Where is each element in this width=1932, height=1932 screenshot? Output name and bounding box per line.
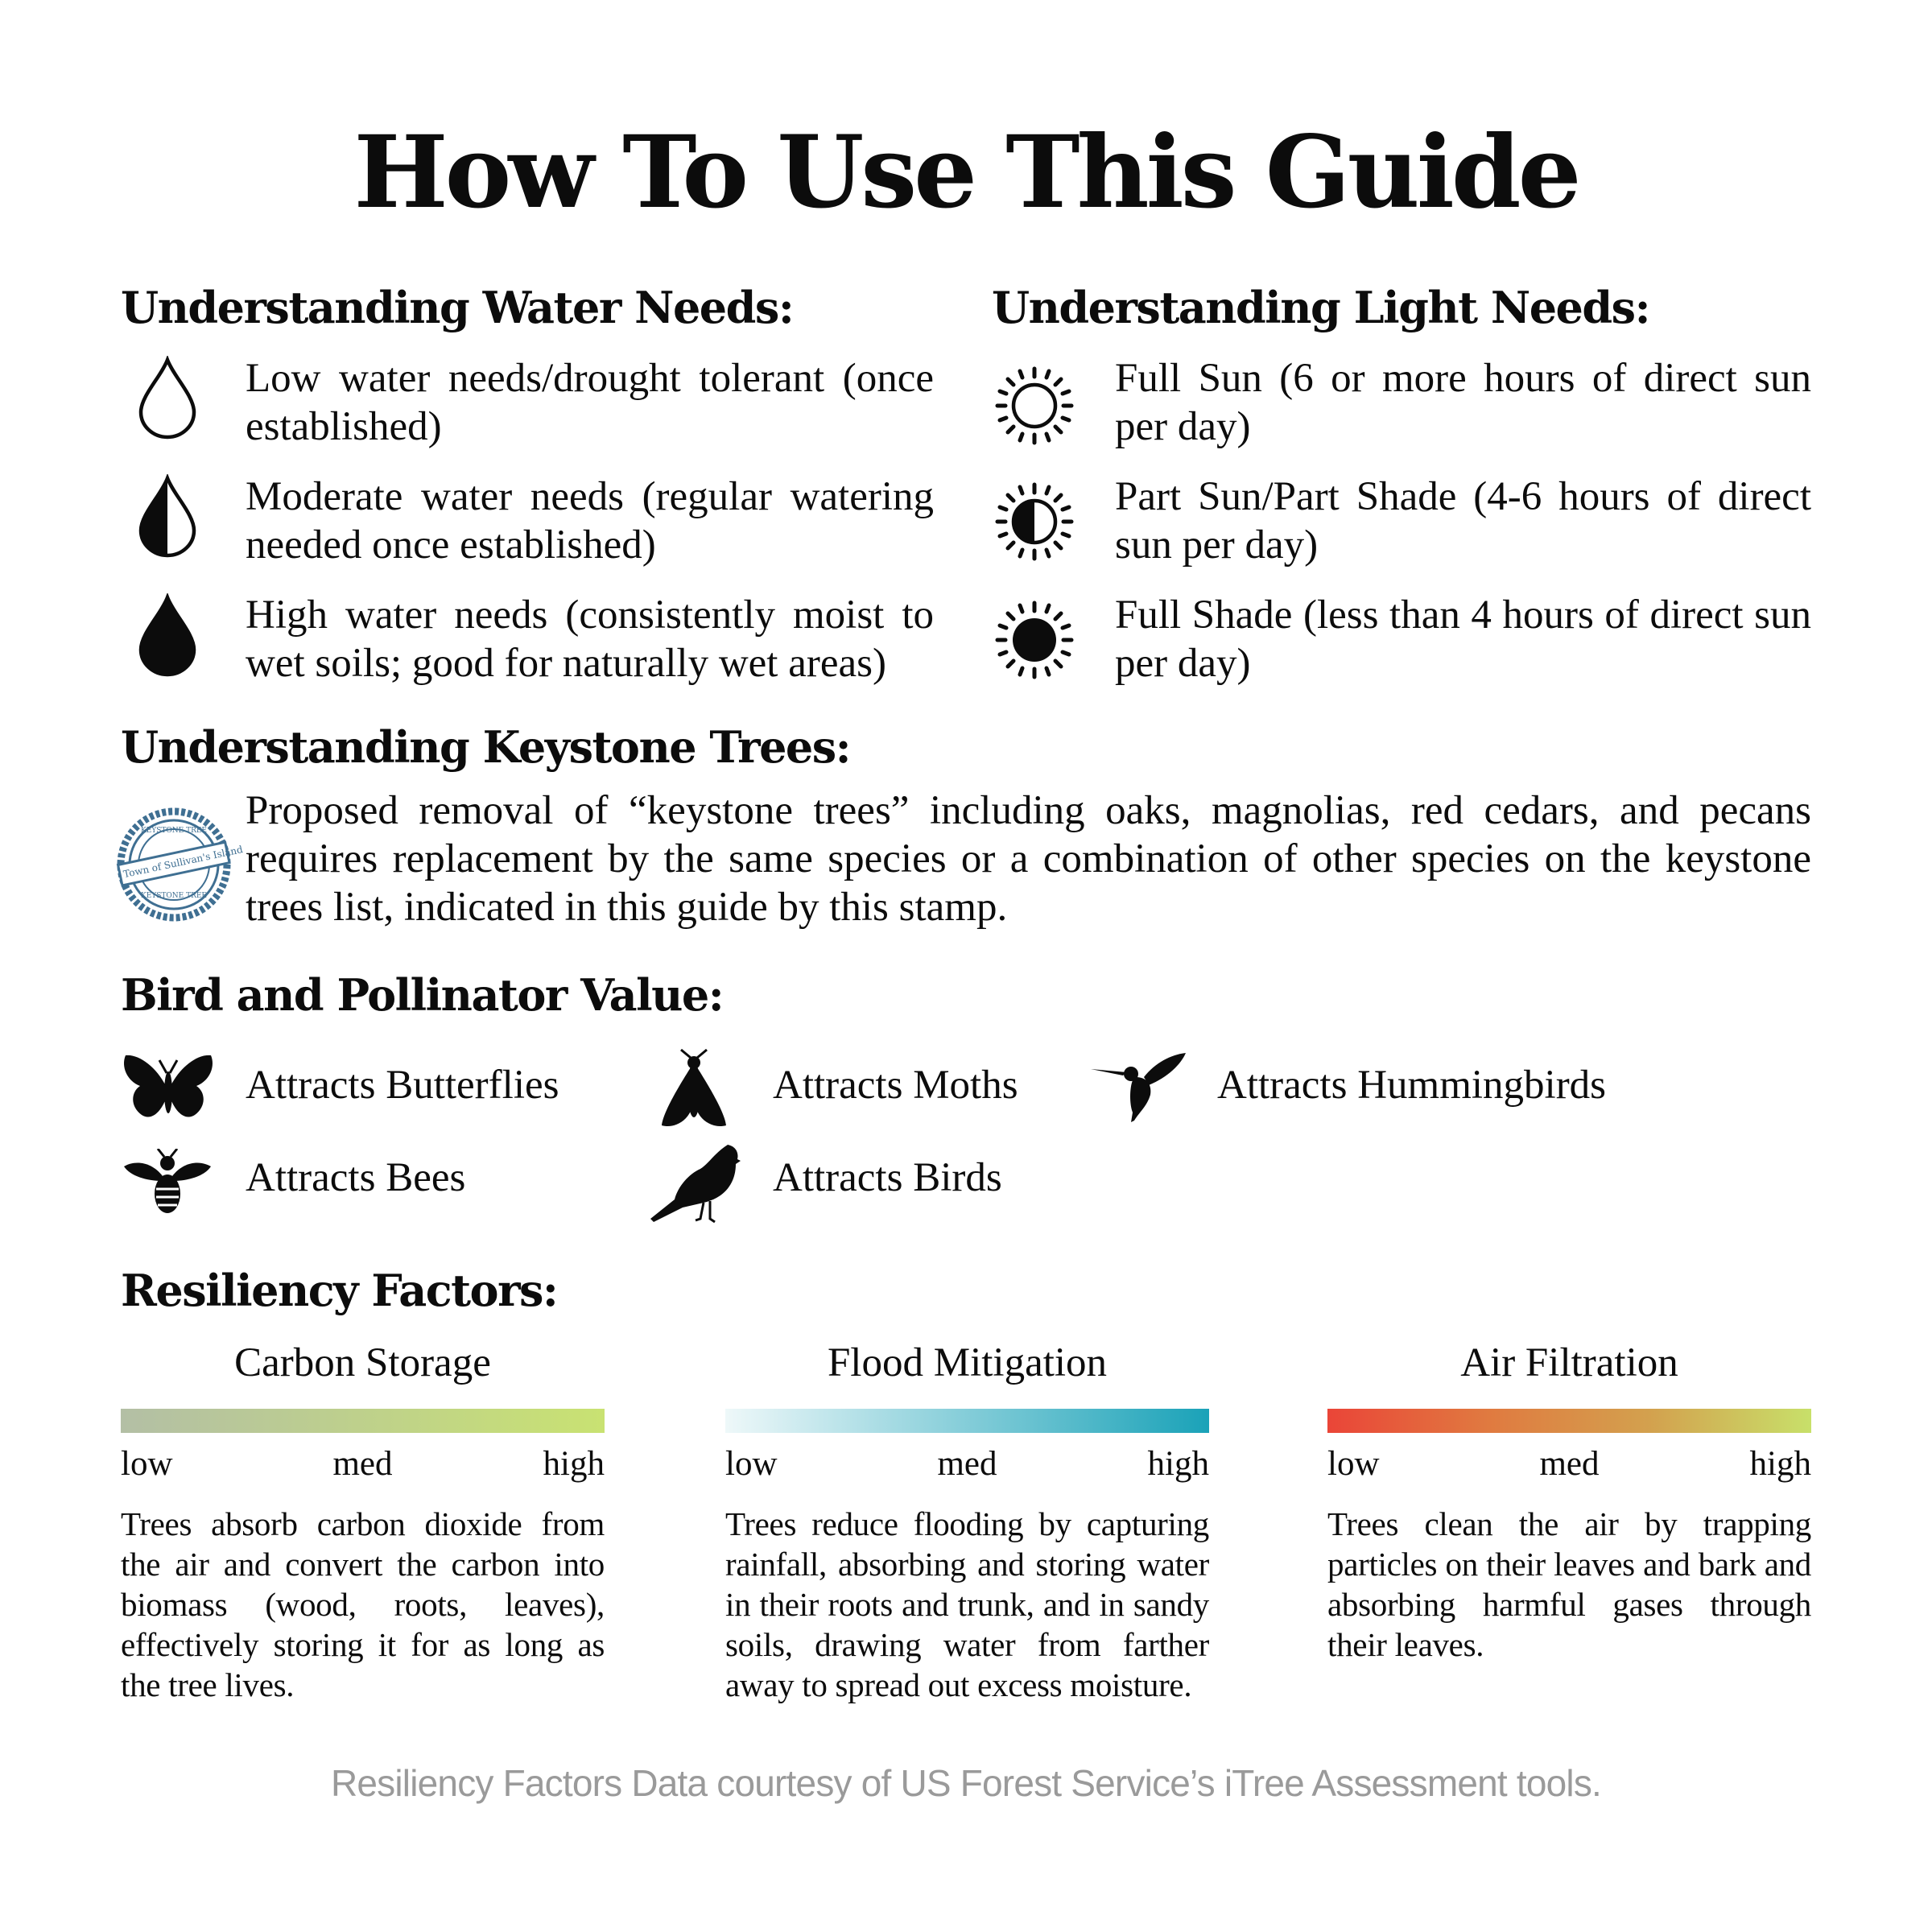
air-filtration-title: Air Filtration	[1460, 1340, 1678, 1385]
air-filtration-scale-bar	[1327, 1409, 1811, 1433]
pollinator-heading: Bird and Pollinator Value:	[121, 969, 724, 1021]
bee-icon	[122, 1149, 213, 1216]
water-moderate-text: Moderate water needs (regular watering needed once established)	[246, 474, 934, 568]
water-high-text: High water needs (consistently moist to wet soils; good for naturally wet areas)	[246, 592, 934, 686]
keystone-text: Proposed removal of “keystone trees” including oaks, magnolias, red cedars, and pecans requires replacement by the same species or a combination of other species on the keystone trees list, indicated in this guide by this stamp.	[246, 788, 1811, 930]
bees-label: Attracts Bees	[246, 1155, 466, 1200]
water-drop-filled-icon	[137, 593, 198, 677]
flood-mitigation-text: Trees reduce flooding by capturing rainfall, absorbing and storing water in their roots and trunk, and in sandy soils, drawing water from farther away to spread out excess moisture.	[725, 1505, 1209, 1703]
carbon-storage-title: Carbon Storage	[234, 1340, 491, 1385]
scale-low-label: low	[1327, 1445, 1380, 1483]
birds-label: Attracts Birds	[773, 1155, 1002, 1200]
scale-med-label: med	[937, 1445, 997, 1483]
keystone-heading: Understanding Keystone Trees:	[121, 721, 851, 773]
light-needs-heading: Understanding Light Needs:	[992, 282, 1650, 333]
sun-outline-icon	[993, 364, 1076, 448]
air-filtration-scale	[1327, 1444, 1811, 1484]
hummingbird-icon	[1091, 1053, 1187, 1124]
water-low-text: Low water needs/drought tolerant (once established)	[246, 356, 934, 449]
light-full-shade-text: Full Shade (less than 4 hours of direct sun per day)	[1115, 592, 1811, 686]
page-title: How To Use This Guide	[353, 114, 1579, 231]
water-needs-heading: Understanding Water Needs:	[121, 282, 794, 333]
light-part-sun-text: Part Sun/Part Shade (4-6 hours of direct sun per day)	[1115, 474, 1811, 568]
water-drop-outline-icon	[137, 356, 198, 440]
scale-low-label: low	[725, 1445, 778, 1483]
scale-med-label: med	[1539, 1445, 1600, 1483]
scale-high-label: high	[543, 1445, 605, 1483]
flood-mitigation-scale	[725, 1444, 1209, 1484]
carbon-storage-text: Trees absorb carbon dioxide from the air and convert the carbon into biomass (wood, roots, leaves), effectively storing it for as long as the tree lives.	[121, 1505, 605, 1703]
bird-icon	[650, 1141, 741, 1225]
light-full-sun-text: Full Sun (6 or more hours of direct sun per day)	[1115, 356, 1811, 449]
scale-med-label: med	[332, 1445, 393, 1483]
butterflies-label: Attracts Butterflies	[246, 1063, 559, 1108]
scale-low-label: low	[121, 1445, 173, 1483]
scale-high-label: high	[1749, 1445, 1811, 1483]
keystone-stamp-icon	[114, 805, 244, 924]
stamp-top-text: KEYSTONE TREE	[140, 827, 207, 835]
moths-label: Attracts Moths	[773, 1063, 1018, 1108]
sun-filled-icon	[993, 598, 1076, 682]
carbon-storage-scale-bar	[121, 1409, 605, 1433]
moth-icon	[658, 1048, 729, 1132]
flood-mitigation-title: Flood Mitigation	[827, 1340, 1108, 1385]
carbon-storage-scale	[121, 1444, 605, 1484]
stamp-center-text: Town of Sullivan's Island	[122, 844, 244, 881]
water-drop-half-icon	[137, 474, 198, 558]
data-credit: Resiliency Factors Data courtesy of US Forest Service’s iTree Assessment tools.	[330, 1762, 1602, 1804]
flood-mitigation-scale-bar	[725, 1409, 1209, 1433]
scale-high-label: high	[1147, 1445, 1209, 1483]
butterfly-icon	[121, 1051, 216, 1128]
hummingbirds-label: Attracts Hummingbirds	[1217, 1063, 1607, 1108]
stamp-bottom-text: KEYSTONE TREE	[140, 892, 207, 900]
sun-half-icon	[993, 480, 1076, 564]
resiliency-heading: Resiliency Factors:	[121, 1265, 558, 1316]
air-filtration-text: Trees clean the air by trapping particles on their leaves and bark and absorbing harmful gases through their leaves.	[1327, 1505, 1811, 1663]
